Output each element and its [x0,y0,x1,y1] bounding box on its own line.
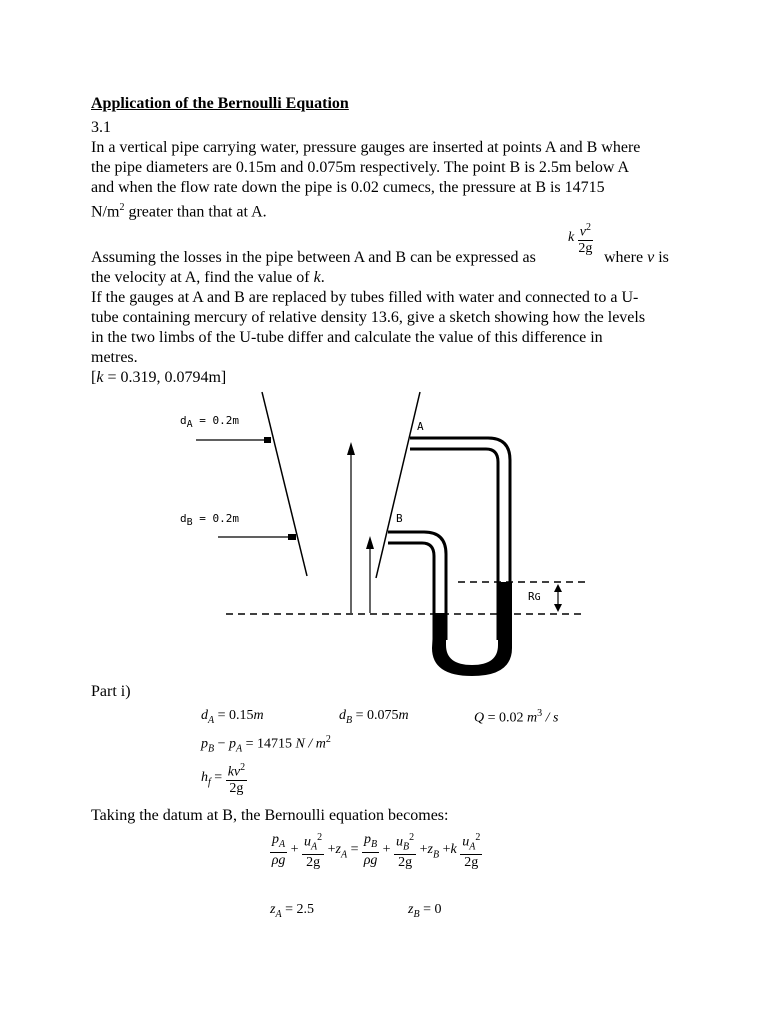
r-arrow-down [554,604,562,612]
problem-number: 3.1 [91,119,111,136]
para1-line1: In a vertical pipe carrying water, pressure gauges are inserted at points A and B where [91,139,641,156]
pipe-manometer-diagram [0,385,768,685]
para3-line2: tube containing mercury of relative density 13.6, give a sketch showing how the levels [91,309,646,326]
mercury-fill [432,582,512,676]
bernoulli-intro: Taking the datum at B, the Bernoulli equation becomes: [91,807,449,824]
left-pipe-wall [262,392,307,576]
z-b-value: $z_B = 0$ [408,902,442,920]
given-dA: $d_A = 0.15m$ [201,708,264,726]
given-Q: Q = 0.02 $m^3$ / s [474,708,559,726]
para2-line2: the velocity at A, find the value of k. [91,269,325,286]
given-pressure-diff: $p_B - p_A = 14715$ N / $m^2$ [201,734,331,755]
v2-over-2g: $\frac{v^2}{2g}$ [578,222,593,256]
tube-a-outer [410,438,510,640]
right-pipe-wall [376,392,420,578]
bernoulli-equation: $\frac{p_A}{\rho g}$ + $\frac{u_A^2}{2g}$ $+z_A$ = $\frac{p_B}{\rho g}$ + $\frac{u_B^2}{2g}$ $+z_B +k$ $\frac{u_A^2}{2g}$ [271,832,481,871]
z-a-value: $z_A = 2.5$ [270,902,314,920]
para3-line4: metres. [91,349,138,366]
part-label: Part i) [91,683,131,700]
r-arrow-up [554,584,562,592]
point-b-label: B [396,512,403,525]
given-dB: $d_B = 0.075m$ [339,708,409,726]
heading: Application of the Bernoulli Equation [91,95,349,112]
loss-k: k [568,229,575,245]
para1-line4 [91,198,267,222]
dB-label: $d_B = 0.2m$ [180,512,240,529]
given-head-loss: $h_f$ = $\frac{kv^2}{2g}$ [201,762,246,796]
para2-line1-end: where v is [604,249,669,266]
para2-line1: Assuming the losses in the pipe between A and B can be expressed as [91,249,536,266]
para1-tail: greater than that at A. [124,203,267,221]
elevation-b-arrowhead [366,536,374,549]
r-label: RG [528,590,541,603]
elevation-a-arrowhead [347,442,355,455]
point-a-label: A [417,420,424,433]
para3-line3: in the two limbs of the U-tube differ and calculate the value of this difference in [91,329,603,346]
dA-pointer-head [264,437,271,443]
loss-fraction [568,220,593,256]
unit-exponent: 2 [119,202,125,213]
dB-pointer-head [288,534,296,540]
para1-line2: the pipe diameters are 0.15m and 0.075m respectively. The point B is 2.5m below A [91,159,630,176]
para3-line1: If the gauges at A and B are replaced by tubes filled with water and connected to a U- [91,289,639,306]
tube-b-inner [388,543,434,640]
unit-text: N/m [91,203,120,221]
para1-line3: and when the flow rate down the pipe is 0.02 cumecs, the pressure at B is 14715 [91,179,605,196]
dA-label: $d_A = 0.2m$ [180,414,240,431]
answer: [k = 0.319, 0.0794m] [91,369,227,386]
